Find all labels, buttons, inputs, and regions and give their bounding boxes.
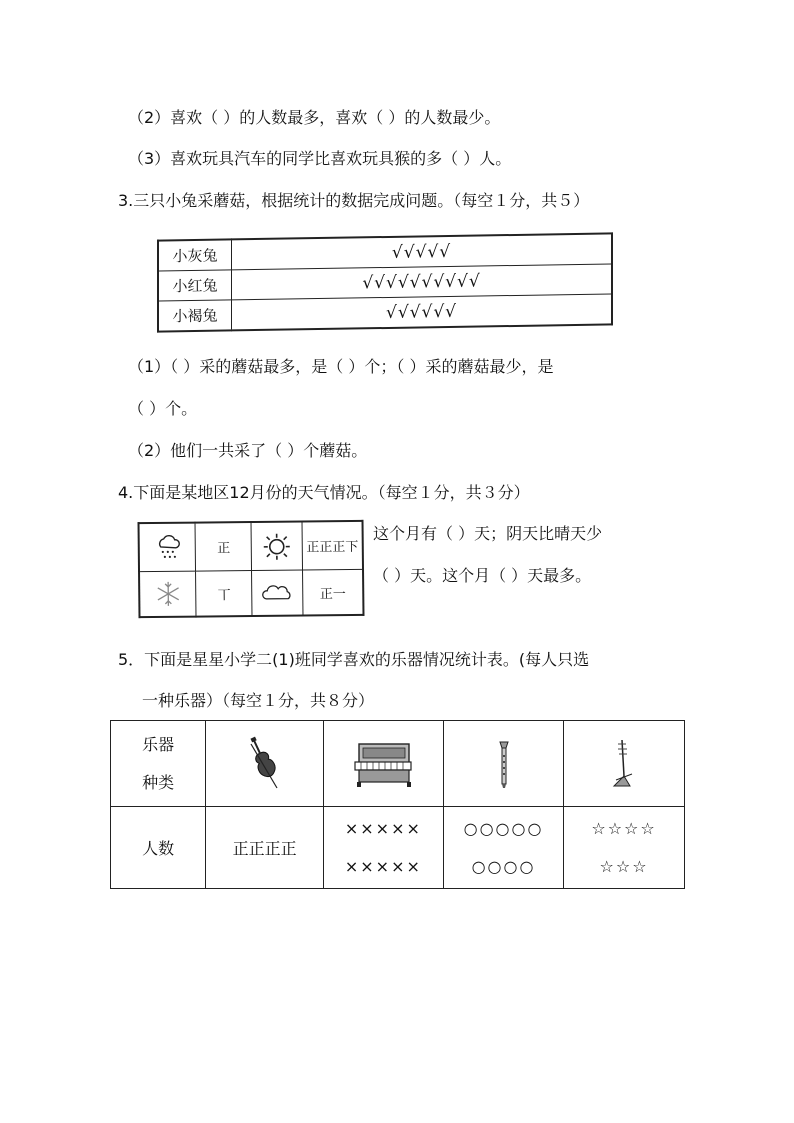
rabbit-name: 小红兔 <box>158 270 232 301</box>
q2-line-3: （3）喜欢玩具汽车的同学比喜欢玩具猴的多（ ）人。 <box>128 149 512 168</box>
violin-cell <box>206 721 323 807</box>
suona-cell <box>564 721 685 807</box>
cloud-cell <box>252 570 303 616</box>
rabbit-name: 小褐兔 <box>158 300 232 332</box>
piano-cell <box>323 721 443 807</box>
header-label-2: 种类 <box>142 772 175 792</box>
suona-icon <box>604 736 644 792</box>
q2-line-2: （2）喜欢（ ）的人数最多，喜欢（ ）的人数最少。 <box>128 108 501 127</box>
cloud-icon <box>260 582 294 604</box>
flute-icon <box>494 738 514 790</box>
instrument-table <box>110 720 685 889</box>
violin-icon <box>243 734 287 794</box>
snow-tally: 丅 <box>196 571 252 617</box>
table-row <box>111 807 685 889</box>
rabbit-marks: √√√√√√ <box>232 294 613 330</box>
suona-marks-row-1: ☆☆☆☆ <box>591 818 657 838</box>
q4-title: 4.下面是某地区12月份的天气情况。（每空１分，共３分） <box>118 483 530 502</box>
q4-text-1: 这个月有（ ）天；阴天比晴天少 <box>373 524 603 543</box>
suona-marks-row-2: ☆☆☆ <box>599 856 649 876</box>
flute-marks-row-1: ○○○○○ <box>463 818 544 838</box>
flute-cell <box>443 721 563 807</box>
sun-cell <box>251 521 302 570</box>
header-label-1: 乐器 <box>142 734 175 754</box>
table-row <box>139 521 363 572</box>
piano-marks <box>323 807 443 889</box>
snowflake-icon <box>154 580 182 608</box>
q4-text-2: （ ）天。这个月（ ）天最多。 <box>373 566 592 585</box>
flute-marks <box>443 807 563 889</box>
table-row <box>158 294 612 332</box>
q5-title-line-1: 5．下面是星星小学二(1)班同学喜欢的乐器情况统计表。(每人只选 <box>118 650 590 669</box>
table-row <box>139 569 363 617</box>
count-label: 人数 <box>111 807 206 889</box>
cloud-tally: 正一 <box>303 569 364 615</box>
table-row <box>111 721 685 807</box>
suona-marks <box>564 807 685 889</box>
q3-title: 3.三只小兔采蘑菇，根据统计的数据完成问题。（每空１分，共５） <box>118 191 590 210</box>
q3-sub2: （2）他们一共采了（ ）个蘑菇。 <box>128 441 368 460</box>
piano-marks-row-1: ××××× <box>344 818 422 838</box>
sun-icon <box>262 531 292 561</box>
weather-table <box>138 520 365 618</box>
flute-marks-row-2: ○○○○ <box>471 856 536 876</box>
piano-marks-row-2: ××××× <box>344 856 422 876</box>
snow-cell <box>139 571 196 617</box>
rabbit-marks: √√√√√ <box>232 233 613 269</box>
rain-cloud-icon <box>152 532 182 562</box>
rabbit-marks: √√√√√√√√√√ <box>232 264 613 300</box>
q5-title-line-2: 一种乐器）（每空１分，共８分） <box>142 691 375 710</box>
rabbit-tally-table <box>157 232 613 332</box>
rabbit-name: 小灰兔 <box>158 239 232 271</box>
piano-icon <box>351 740 415 788</box>
rain-tally: 正 <box>195 522 252 571</box>
header-label-cell <box>111 721 206 807</box>
q3-sub1-line-b: （ ）个。 <box>128 399 198 418</box>
sun-tally: 正正正下 <box>302 521 363 570</box>
rain-cell <box>139 523 196 572</box>
violin-tally: 正正正正 <box>206 807 323 889</box>
q3-sub1-line-a: （1）（ ）采的蘑菇最多，是（ ）个；（ ）采的蘑菇最少，是 <box>128 357 554 376</box>
